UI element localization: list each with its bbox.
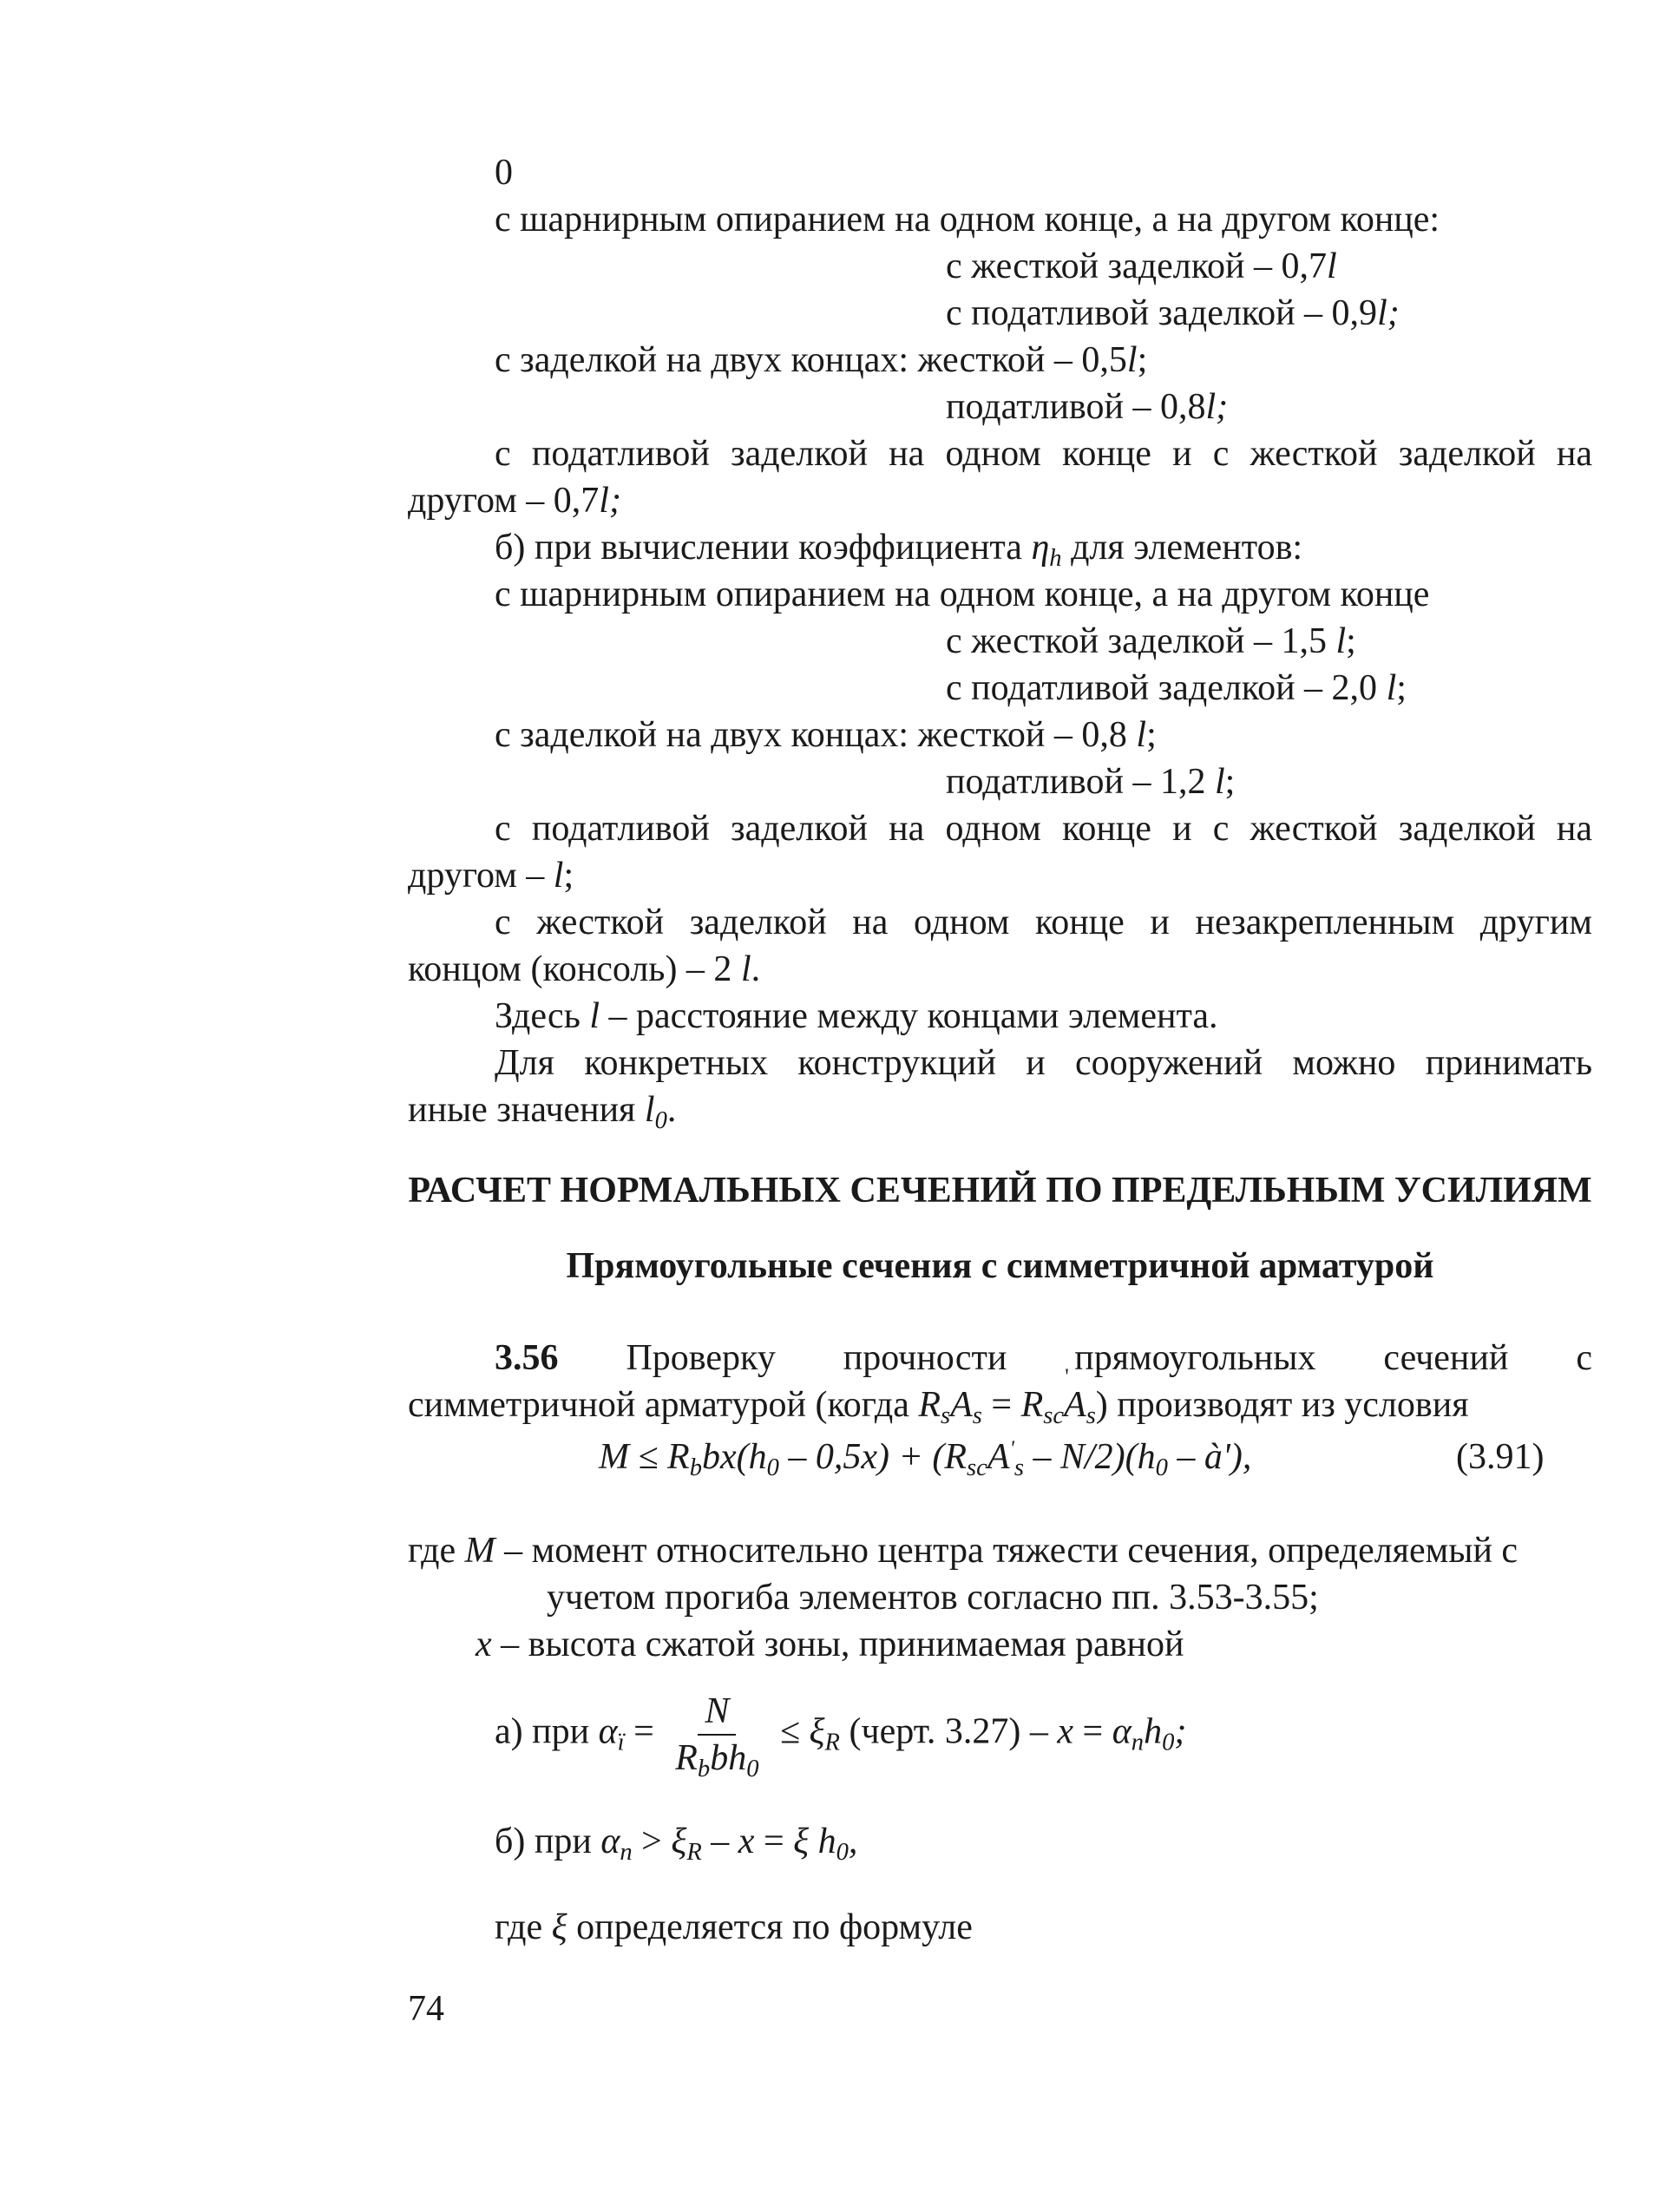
text-line: податливой – 1,2 l; (946, 762, 1236, 802)
subsection-heading: Прямоугольные сечения с симметричной арматурой (566, 1246, 1434, 1286)
text-line: другом – 0,7l; (408, 481, 621, 521)
text-line: где ξ определяется по формуле (495, 1907, 973, 1947)
text-line-justified: с податливой заделкой на одном конце и с жесткой заделкой на (495, 434, 1592, 474)
text-line: с шарнирным опиранием на одном конце, а на другом конце (495, 574, 1430, 614)
text-line: другом – l; (408, 856, 574, 896)
text-line: с заделкой на двух концах: жесткой – 0,8 l; (495, 715, 1157, 755)
formula-3-91: $M \le R_bbx(h_0 - 0,5x) + (R_{sc}A'_s - N/2)(h_0$ – à'), (599, 1436, 1252, 1481)
text-line: x – высота сжатой зоны, принимаемая равной (476, 1625, 1184, 1664)
section-heading: РАСЧЕТ НОРМАЛЬНЫХ СЕЧЕНИЙ ПО ПРЕДЕЛЬНЫМ УСИЛИЯМ (408, 1171, 1592, 1211)
text-line-justified: Для конкретных конструкций и сооружений можно принимать (495, 1043, 1592, 1083)
text-line: с шарнирным опиранием на одном конце, а на другом конце: (495, 200, 1440, 240)
page-number: 74 (408, 1989, 444, 2029)
fraction: $\frac{N}{R_bbh_0}$ (675, 1691, 759, 1783)
text-line: Здесь l – расстояние между концами элемента. (495, 996, 1218, 1036)
text-line: иные значения $l_0$. (408, 1090, 677, 1134)
text-line: учетом прогиба элементов согласно пп. 3.53-3.55; (547, 1578, 1319, 1618)
text-line: с податливой заделкой – 2,0 l; (946, 668, 1407, 708)
formula-number: (3.91) (1456, 1437, 1545, 1477)
text-line: с жесткой заделкой – 0,7l (946, 246, 1337, 286)
text-line-justified: с жесткой заделкой на одном конце и незакрепленным другим (495, 903, 1592, 942)
line-zero: 0 (495, 153, 513, 193)
text-line: б) при вычислении коэффициента $\eta_h$ для элементов: (495, 528, 1303, 572)
paragraph-first-line: 3.56 Проверку прочности прямоугольных сечений с (495, 1335, 1592, 1382)
condition-a: а) при $\alpha_ï$ = $\frac{N}{R_bbh_0}$ ≤ $\xi_R$ (черт. $3.27) - x = \alpha_nh_0$; (495, 1691, 1187, 1783)
text-line: податливой – 0,8l; (946, 387, 1229, 427)
text-line: с жесткой заделкой – 1,5 l; (946, 621, 1356, 661)
text-line: где M – момент относительно центра тяжести сечения, определяемый с (408, 1531, 1519, 1571)
text-line: с податливой заделкой – 0,9l; (946, 293, 1400, 333)
condition-b: б) при $\alpha_n > \xi_R - x = \xi$ $h_0$, (495, 1821, 858, 1866)
text-line: концом (консоль) – 2 l. (408, 949, 761, 989)
section-number: 3.56 (495, 1338, 559, 1378)
text-line-justified: с податливой заделкой на одном конце и с жесткой заделкой на (495, 809, 1592, 849)
text-line: с заделкой на двух концах: жесткой – 0,5l; (495, 340, 1148, 380)
text-line: симметричной арматурой (когда $R_sA_s = R_{sc}A$ ' $_s$) производят из условия (408, 1364, 1469, 1429)
